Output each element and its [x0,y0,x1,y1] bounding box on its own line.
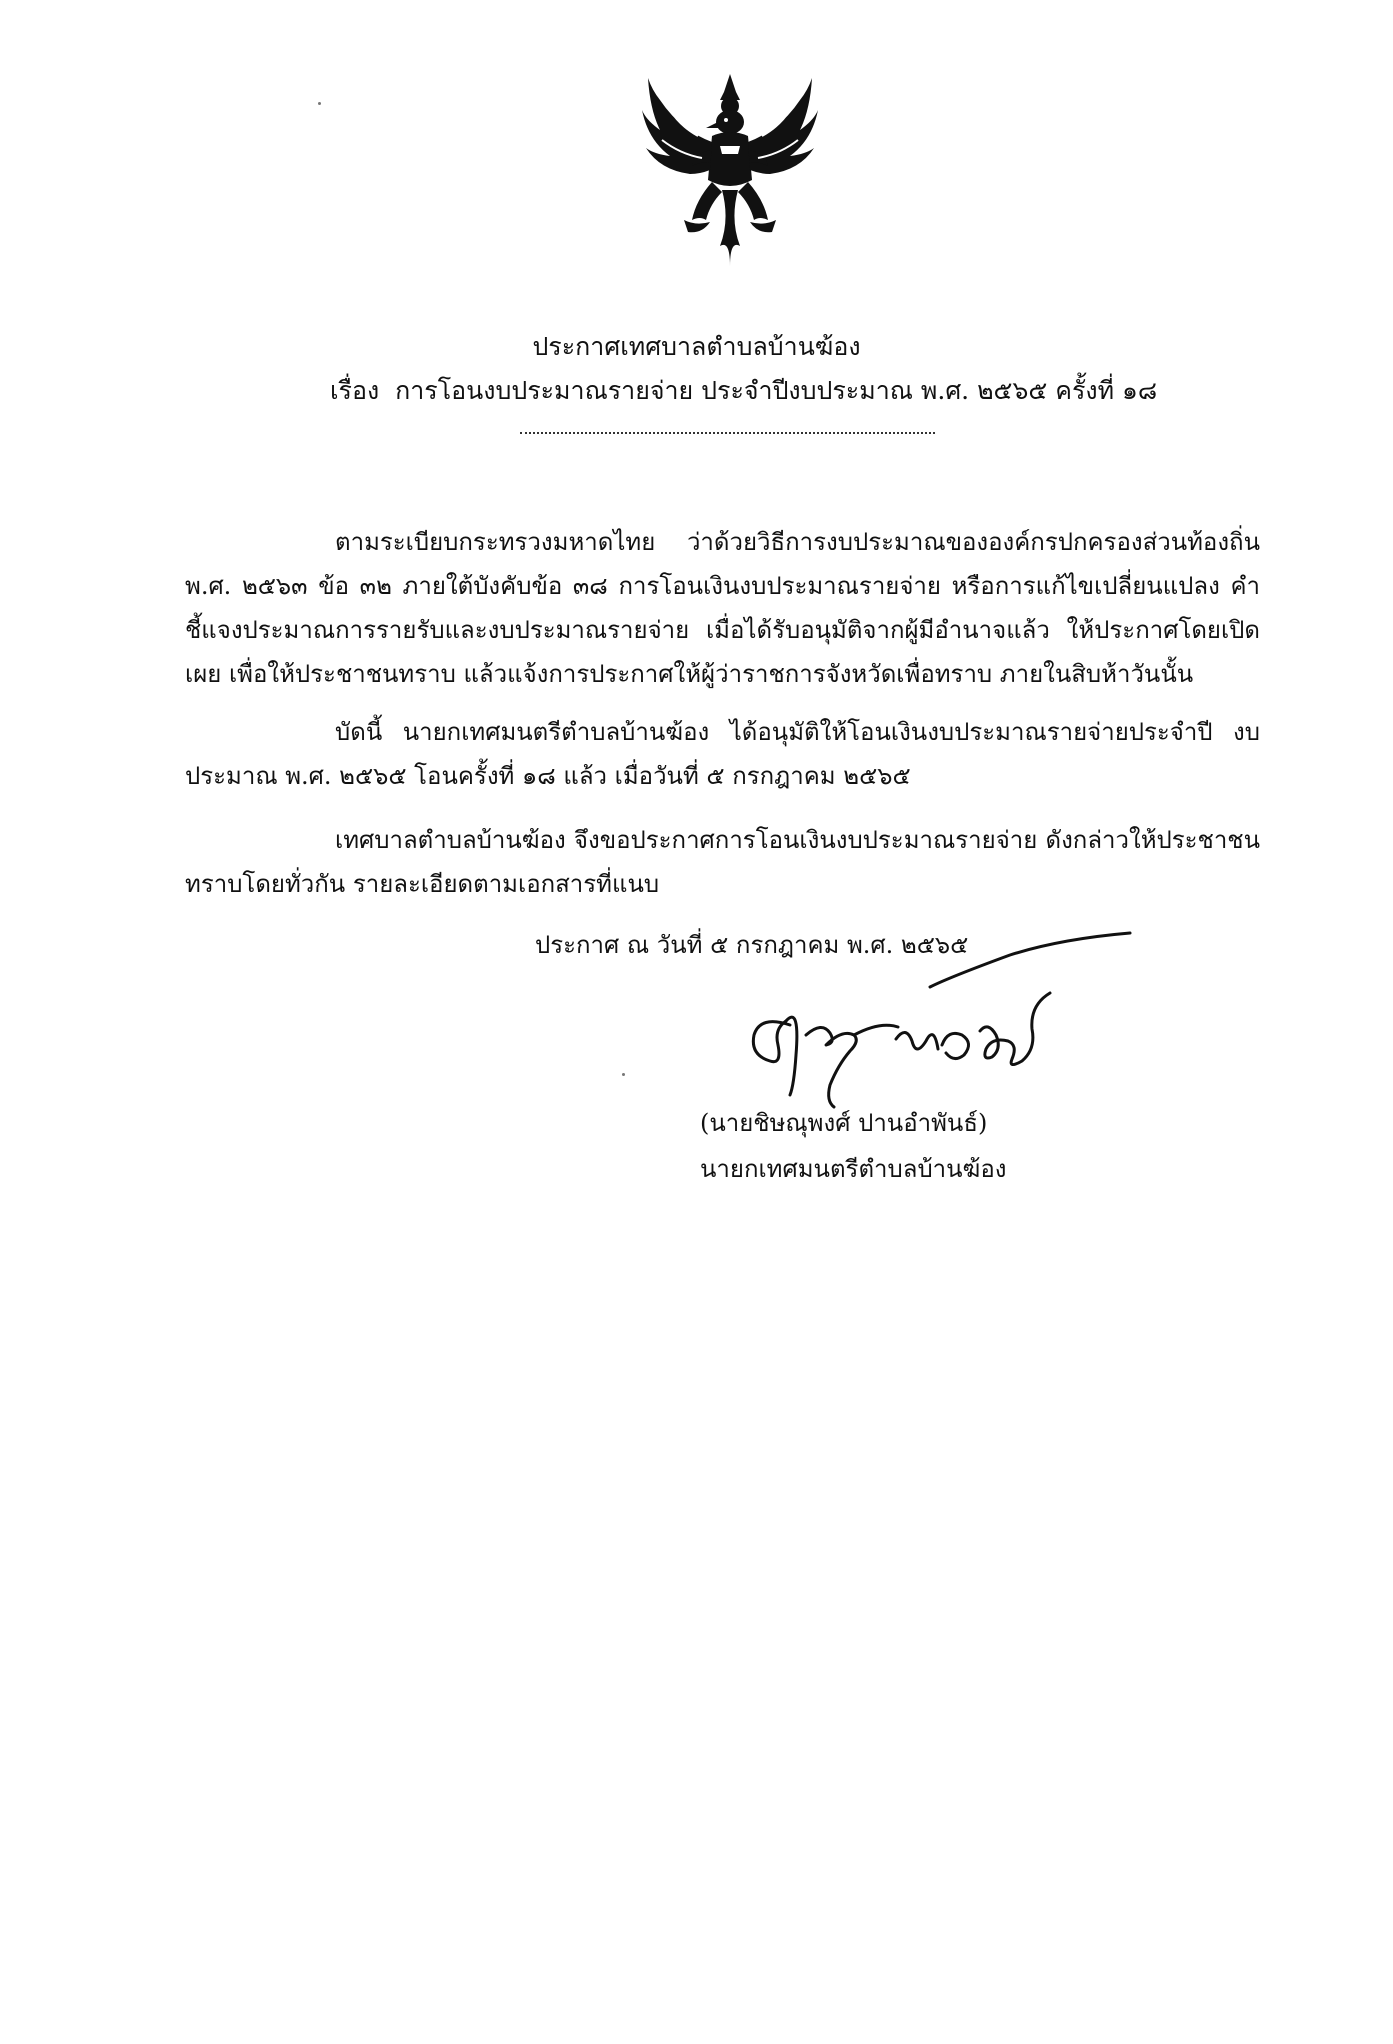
paragraph-1-text: ตามระเบียบกระทรวงมหาดไทย ว่าด้วยวิธีการงบประมาณขององค์กรปกครองส่วนท้องถิ่น พ.ศ. ๒๕๖๓ ข้อ ๓๒ ภายใต้บังคับข้อ ๓๘ การโอนเงินงบประมาณรายจ่าย หรือการแก้ไขเปลี่ยนแปลง คำชี้แจงประมาณการรายรับและงบประมาณรายจ่าย เมื่อได้รับอนุมัติจากผู้มีอำนาจแล้ว ให้ประกาศโดยเปิดเผย เพื่อให้ประชาชนทราบ แล้วแจ้งการประกาศให้ผู้ว่าราชการจังหวัดเพื่อทราบ ภายในสิบห้าวันนั้น [185,528,1260,688]
paper-speck [318,102,321,105]
subject-label: เรื่อง [330,376,380,405]
paragraph-3-text: เทศบาลตำบลบ้านฆ้อง จึงขอประกาศการโอนเงินงบประมาณรายจ่าย ดังกล่าวให้ประชาชน ทราบโดยทั่วกัน รายละเอียดตามเอกสารที่แนบ [185,826,1260,898]
body-paragraph-3 [185,818,1260,906]
subject-text: การโอนงบประมาณรายจ่าย ประจำปีงบประมาณ พ.ศ. ๒๕๖๕ ครั้งที่ ๑๘ [395,376,1158,405]
signer-name: (นายชิษณุพงศ์ ปานอำพันธ์) [700,1109,988,1137]
body-paragraph-2 [185,710,1260,798]
signer-position: นายกเทศมนตรีตำบลบ้านฆ้อง [700,1155,1007,1183]
garuda-emblem-icon [640,70,820,270]
body-paragraph-1 [185,520,1260,696]
handwritten-signature-icon [730,925,1140,1125]
title-divider [520,432,935,434]
announcement-subject [330,374,1157,408]
announce-date: ประกาศ ณ วันที่ ๕ กรกฎาคม พ.ศ. ๒๕๖๕ [535,931,969,959]
paragraph-2-text: บัดนี้ นายกเทศมนตรีตำบลบ้านฆ้อง ได้อนุมัติให้โอนเงินงบประมาณรายจ่ายประจำปี งบประมาณ พ.ศ. ๒๕๖๕ โอนครั้งที่ ๑๘ แล้ว เมื่อวันที่ ๕ กรกฎาคม ๒๕๖๕ [185,718,1260,790]
announcement-title: ประกาศเทศบาลตำบลบ้านฆ้อง [532,332,861,361]
paper-speck [622,1073,625,1076]
